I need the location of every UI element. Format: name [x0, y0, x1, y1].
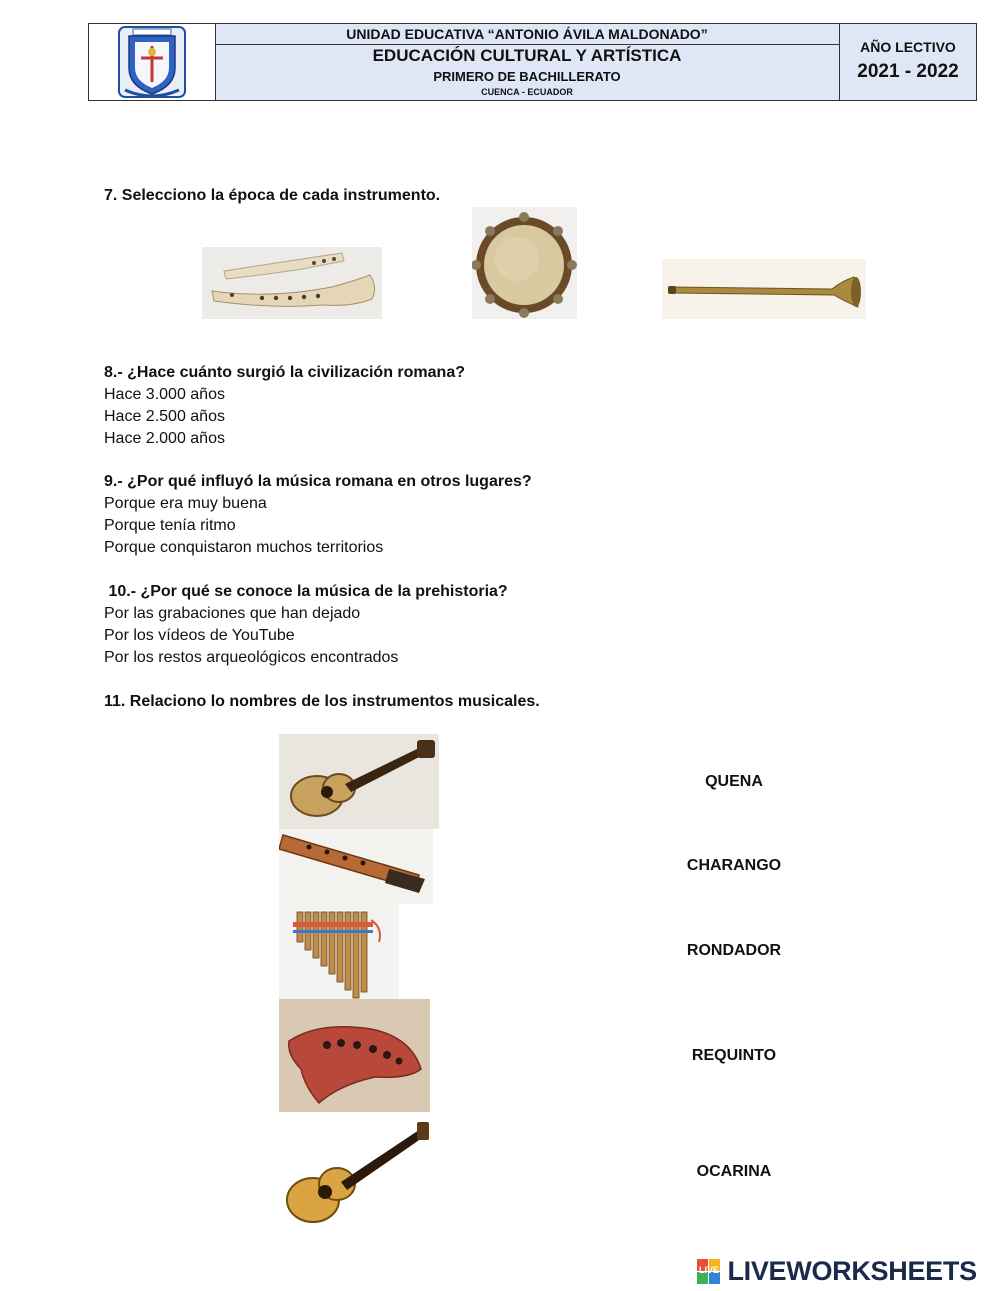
question-9-option-2[interactable]: Porque tenía ritmo: [104, 517, 236, 534]
grade-name: PRIMERO DE BACHILLERATO: [433, 69, 621, 84]
live-letter-blocks: LIVE: [697, 1259, 721, 1285]
year-label: AÑO LECTIVO: [860, 39, 956, 55]
year-value: 2021 - 2022: [857, 61, 959, 82]
name-rondador[interactable]: RONDADOR: [686, 942, 782, 959]
question-9-option-1[interactable]: Porque era muy buena: [104, 495, 267, 512]
question-8-option-2[interactable]: Hace 2.500 años: [104, 408, 225, 425]
requinto-image: [279, 1120, 431, 1232]
liveworksheets-logo: [697, 1256, 977, 1286]
question-10-option-2[interactable]: Por los vídeos de YouTube: [104, 627, 295, 644]
ocarina-image: [279, 999, 430, 1112]
roman-tuba-image: [662, 259, 866, 319]
bone-flutes-image: [202, 247, 382, 319]
question-11-title: 11. Relaciono lo nombres de los instrumentos musicales.: [104, 693, 540, 710]
question-10-option-1[interactable]: Por las grabaciones que han dejado: [104, 605, 361, 622]
header-title-block: [215, 24, 840, 100]
question-8-option-1[interactable]: Hace 3.000 años: [104, 386, 225, 403]
header-table: [88, 23, 977, 101]
school-crest-icon: [89, 24, 215, 100]
location: CUENCA - ECUADOR: [481, 87, 573, 97]
name-charango[interactable]: CHARANGO: [686, 857, 782, 874]
question-9-option-3[interactable]: Porque conquistaron muchos territorios: [104, 539, 384, 556]
quena-image: [279, 829, 433, 904]
liveworksheets-text: LIVEWORKSHEETS: [727, 1256, 977, 1286]
question-8-option-3[interactable]: Hace 2.000 años: [104, 430, 225, 447]
rondador-image: [279, 904, 399, 1000]
logo-cell: [89, 24, 216, 100]
school-name: UNIDAD EDUCATIVA “ANTONIO ÁVILA MALDONADO”: [215, 24, 839, 45]
name-ocarina[interactable]: OCARINA: [696, 1163, 772, 1180]
question-9-title: 9.- ¿Por qué influyó la música romana en otros lugares?: [104, 473, 532, 490]
school-year-block: [840, 24, 976, 100]
name-requinto[interactable]: REQUINTO: [691, 1047, 777, 1064]
question-7-title: 7. Selecciono la época de cada instrumento.: [104, 187, 441, 204]
question-10-option-3[interactable]: Por los restos arqueológicos encontrados: [104, 649, 399, 666]
question-10-title: 10.- ¿Por qué se conoce la música de la prehistoria?: [104, 583, 508, 600]
name-quena[interactable]: QUENA: [705, 773, 763, 790]
charango-image: [279, 734, 439, 829]
question-8-title: 8.- ¿Hace cuánto surgió la civilización romana?: [104, 364, 465, 381]
subject-name: EDUCACIÓN CULTURAL Y ARTÍSTICA: [372, 46, 682, 65]
tambourine-image: [472, 207, 577, 319]
